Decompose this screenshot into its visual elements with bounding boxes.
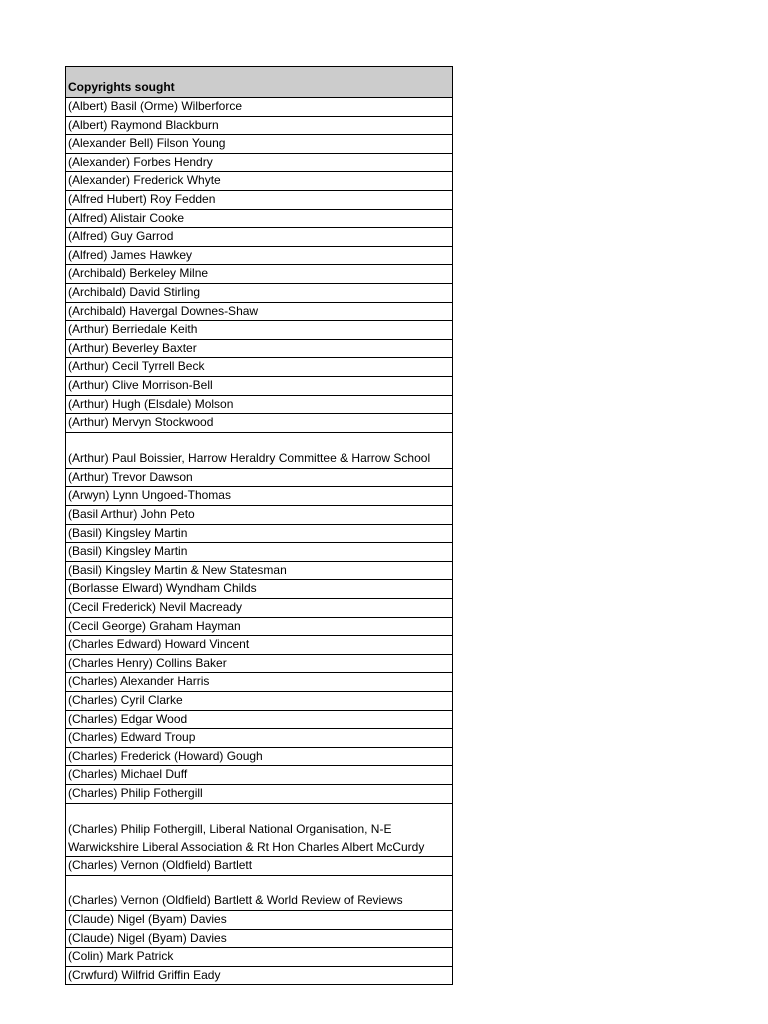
table-cell[interactable]: (Arthur) Hugh (Elsdale) Molson bbox=[66, 395, 453, 414]
table-row bbox=[66, 636, 453, 655]
table-row bbox=[66, 580, 453, 599]
table-cell[interactable]: (Charles) Vernon (Oldfield) Bartlett & World Review of Reviews bbox=[66, 875, 453, 910]
table-row bbox=[66, 729, 453, 748]
table-cell[interactable]: (Alfred Hubert) Roy Fedden bbox=[66, 190, 453, 209]
table-row bbox=[66, 673, 453, 692]
table-cell[interactable]: (Basil) Kingsley Martin bbox=[66, 524, 453, 543]
table-cell[interactable]: (Colin) Mark Patrick bbox=[66, 948, 453, 967]
table-cell[interactable]: (Alexander) Forbes Hendry bbox=[66, 153, 453, 172]
table-cell[interactable]: (Basil) Kingsley Martin & New Statesman bbox=[66, 561, 453, 580]
table-row bbox=[66, 857, 453, 876]
table-cell[interactable]: (Archibald) Berkeley Milne bbox=[66, 265, 453, 284]
table-cell[interactable]: (Albert) Raymond Blackburn bbox=[66, 116, 453, 135]
table-cell[interactable]: (Arthur) Trevor Dawson bbox=[66, 468, 453, 487]
table-cell[interactable]: (Charles Edward) Howard Vincent bbox=[66, 636, 453, 655]
table-cell[interactable]: (Arwyn) Lynn Ungoed-Thomas bbox=[66, 487, 453, 506]
table-row bbox=[66, 654, 453, 673]
table-cell[interactable]: (Charles) Philip Fothergill bbox=[66, 784, 453, 803]
table-row bbox=[66, 153, 453, 172]
table-cell[interactable]: (Charles) Vernon (Oldfield) Bartlett bbox=[66, 857, 453, 876]
table-cell[interactable]: (Charles) Alexander Harris bbox=[66, 673, 453, 692]
table-cell[interactable]: (Charles) Michael Duff bbox=[66, 766, 453, 785]
table-cell[interactable]: (Alexander) Frederick Whyte bbox=[66, 172, 453, 191]
table-cell[interactable]: (Cecil George) Graham Hayman bbox=[66, 617, 453, 636]
table-cell[interactable]: (Arthur) Clive Morrison-Bell bbox=[66, 376, 453, 395]
table-row bbox=[66, 376, 453, 395]
table-cell[interactable]: (Arthur) Berriedale Keith bbox=[66, 321, 453, 340]
table-row bbox=[66, 948, 453, 967]
table-cell[interactable]: (Charles Henry) Collins Baker bbox=[66, 654, 453, 673]
table-cell[interactable]: (Borlasse Elward) Wyndham Childs bbox=[66, 580, 453, 599]
table-cell[interactable]: (Charles) Edward Troup bbox=[66, 729, 453, 748]
table-row bbox=[66, 487, 453, 506]
table-cell[interactable]: (Albert) Basil (Orme) Wilberforce bbox=[66, 98, 453, 117]
table-cell[interactable]: (Crwfurd) Wilfrid Griffin Eady bbox=[66, 966, 453, 985]
table-row bbox=[66, 910, 453, 929]
table-cell[interactable]: (Alexander Bell) Filson Young bbox=[66, 135, 453, 154]
table-row bbox=[66, 265, 453, 284]
table-row bbox=[66, 875, 453, 910]
table-row bbox=[66, 692, 453, 711]
table-cell[interactable]: (Basil Arthur) John Peto bbox=[66, 506, 453, 525]
table-row bbox=[66, 395, 453, 414]
table-row bbox=[66, 98, 453, 117]
table-cell[interactable]: (Cecil Frederick) Nevil Macready bbox=[66, 599, 453, 618]
table-cell[interactable]: (Basil) Kingsley Martin bbox=[66, 543, 453, 562]
table-body bbox=[66, 67, 453, 985]
table-row bbox=[66, 302, 453, 321]
table-row bbox=[66, 228, 453, 247]
table-row bbox=[66, 209, 453, 228]
table-row bbox=[66, 710, 453, 729]
table-row bbox=[66, 321, 453, 340]
table-row bbox=[66, 135, 453, 154]
table-row bbox=[66, 116, 453, 135]
table-cell[interactable]: (Alfred) Guy Garrod bbox=[66, 228, 453, 247]
table-cell[interactable]: (Archibald) Havergal Downes-Shaw bbox=[66, 302, 453, 321]
table-cell[interactable]: (Archibald) David Stirling bbox=[66, 283, 453, 302]
table-row bbox=[66, 543, 453, 562]
table-row bbox=[66, 599, 453, 618]
table-cell[interactable]: (Charles) Frederick (Howard) Gough bbox=[66, 747, 453, 766]
table-cell[interactable]: (Arthur) Paul Boissier, Harrow Heraldry Committee & Harrow School bbox=[66, 432, 453, 468]
table-cell[interactable]: (Charles) Cyril Clarke bbox=[66, 692, 453, 711]
table-row bbox=[66, 506, 453, 525]
table-row bbox=[66, 784, 453, 803]
table-row bbox=[66, 432, 453, 468]
table-cell[interactable]: (Arthur) Cecil Tyrrell Beck bbox=[66, 358, 453, 377]
table-row bbox=[66, 414, 453, 433]
table-cell[interactable]: (Charles) Edgar Wood bbox=[66, 710, 453, 729]
table-row bbox=[66, 561, 453, 580]
table-row bbox=[66, 283, 453, 302]
table-cell[interactable]: (Claude) Nigel (Byam) Davies bbox=[66, 910, 453, 929]
table-row bbox=[66, 246, 453, 265]
table-row bbox=[66, 468, 453, 487]
table-row bbox=[66, 339, 453, 358]
table-row bbox=[66, 172, 453, 191]
table-cell[interactable]: (Alfred) James Hawkey bbox=[66, 246, 453, 265]
table-cell[interactable]: (Arthur) Mervyn Stockwood bbox=[66, 414, 453, 433]
header-cell[interactable]: Copyrights sought bbox=[66, 67, 453, 98]
header-row bbox=[66, 67, 453, 98]
table-row bbox=[66, 190, 453, 209]
table-cell[interactable]: (Arthur) Beverley Baxter bbox=[66, 339, 453, 358]
table-row bbox=[66, 929, 453, 948]
copyrights-table bbox=[65, 66, 453, 985]
table-cell[interactable]: (Claude) Nigel (Byam) Davies bbox=[66, 929, 453, 948]
table-row bbox=[66, 747, 453, 766]
table-row bbox=[66, 524, 453, 543]
table-row bbox=[66, 766, 453, 785]
table-cell[interactable]: (Alfred) Alistair Cooke bbox=[66, 209, 453, 228]
table-row bbox=[66, 617, 453, 636]
table-cell[interactable]: (Charles) Philip Fothergill, Liberal National Organisation, N-E Warwickshire Liberal Association & Rt Hon Charles Albert McCurdy bbox=[66, 803, 453, 857]
table-row bbox=[66, 803, 453, 857]
table-row bbox=[66, 966, 453, 985]
table-row bbox=[66, 358, 453, 377]
